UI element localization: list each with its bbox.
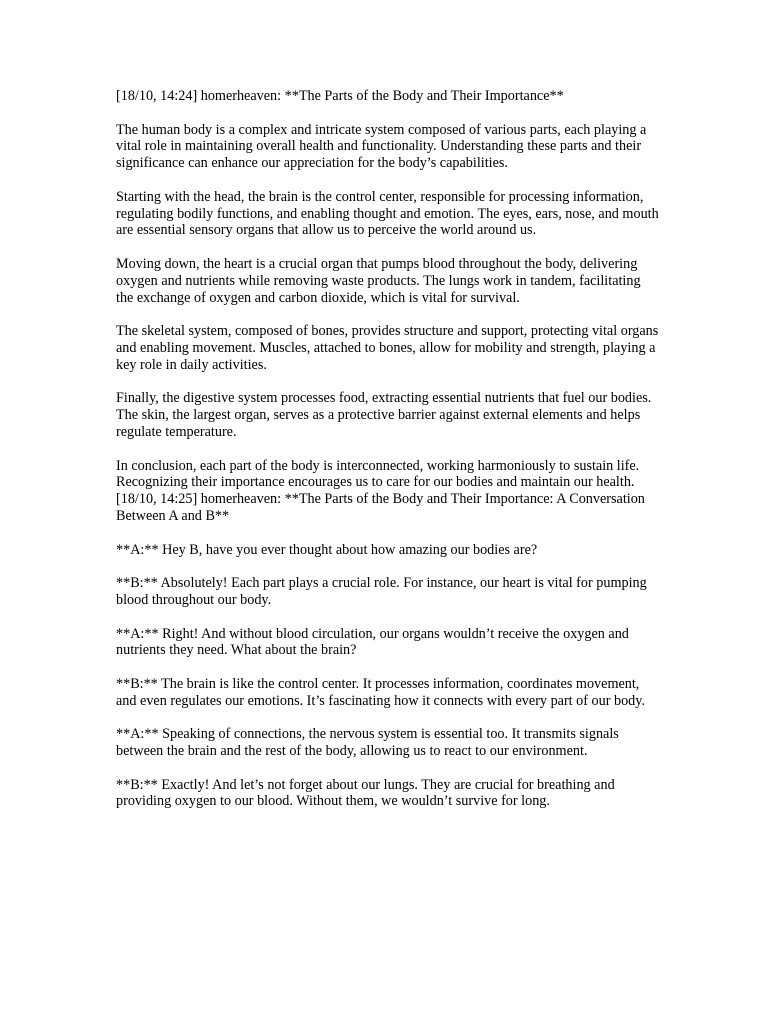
dialogue-line: **B:** Absolutely! Each part plays a crucial role. For instance, our heart is vital for pumping blood throughout our body. (116, 575, 647, 608)
paragraph-intro: The human body is a complex and intricate system composed of various parts, each playing a vital role in maintaining overall health and functionality. Understanding these parts and their significance can enhance our appreciation for the body’s capabilities. (116, 121, 647, 172)
message-header-1: [18/10, 14:24] homerheaven: **The Parts of the Body and Their Importance** (116, 88, 564, 104)
dialogue-line: **B:** Exactly! And let’s not forget about our lungs. They are crucial for breathing and providing oxygen to our blood. Without them, we wouldn’t survive for long. (116, 776, 615, 810)
document-page (116, 88, 661, 810)
dialogue-line: **A:** Speaking of connections, the nervous system is essential too. It transmits signals between the brain and the rest of the body, allowing us to react to our environment. (116, 726, 619, 760)
dialogue-line: **A:** Right! And without blood circulation, our organs wouldn’t receive the oxygen and nutrients they need. What about the brain? (116, 625, 629, 659)
paragraph-head: Starting with the head, the brain is the control center, responsible for processing information, regulating bodily functions, and enabling thought and emotion. The eyes, ears, nose, and mouth are essential sensory organs that allow us to perceive the world around us. (116, 188, 659, 239)
paragraph-conclusion: In conclusion, each part of the body is interconnected, working harmoniously to sustain life. Recognizing their importance encourages us to care for our bodies and maintain our health. (116, 457, 640, 491)
paragraph-skeletal: The skeletal system, composed of bones, provides structure and support, protecting vital organs and enabling movement. Muscles, attached to bones, allow for mobility and strength, playing a key role in daily activities. (116, 323, 659, 373)
paragraph-digestive: Finally, the digestive system processes food, extracting essential nutrients that fuel our bodies. The skin, the largest organ, serves as a protective barrier against external elements and helps regulate temperature. (116, 390, 652, 440)
paragraph-heart-lungs: Moving down, the heart is a crucial organ that pumps blood throughout the body, delivering oxygen and nutrients while removing waste products. The lungs work in tandem, facilitating the exchange of oxygen and carbon dioxide, which is vital for survival. (116, 255, 641, 306)
dialogue-line: **A:** Hey B, have you ever thought about how amazing our bodies are? (116, 541, 538, 558)
message-header-2: [18/10, 14:25] homerheaven: **The Parts of the Body and Their Importance: A Conversation Between A and B** (116, 491, 645, 524)
dialogue-line: **B:** The brain is like the control center. It processes information, coordinates movement, and even regulates our emotions. It’s fascinating how it connects with every part of our body. (116, 675, 645, 709)
